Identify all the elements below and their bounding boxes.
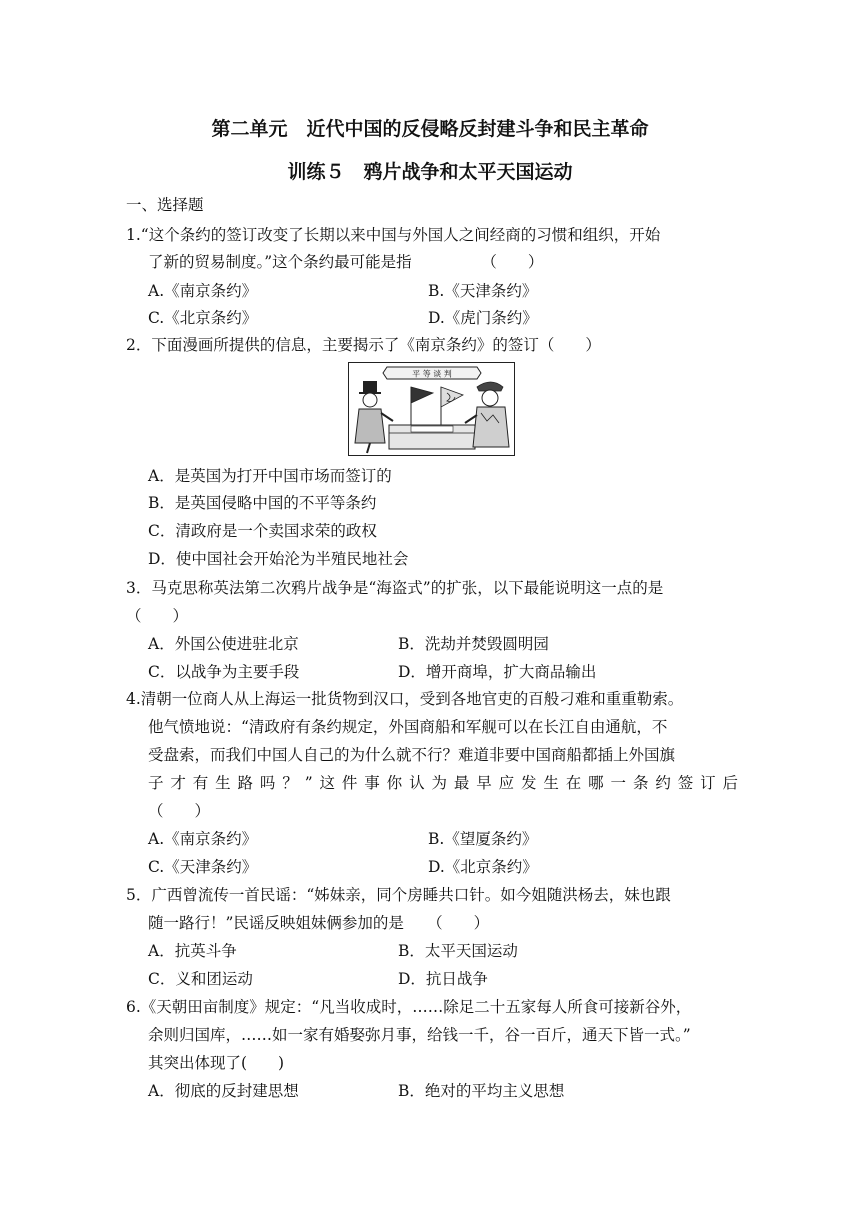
q6-stem-line1: 6.《天朝田亩制度》规定：“凡当收成时，……除足二十五家每人所食可接新谷外， [126, 998, 692, 1016]
q3-stem-line1: 3．马克思称英法第二次鸦片战争是“海盗式”的扩张，以下最能说明这一点的是 [126, 579, 664, 597]
q6-option-a: A．彻底的反封建思想 [148, 1082, 299, 1100]
q3-option-d: D．增开商埠，扩大商品输出 [398, 663, 597, 681]
q2-option-c: C．清政府是一个卖国求荣的政权 [148, 522, 377, 540]
q3-option-c: C．以战争为主要手段 [148, 663, 300, 681]
q5-option-d: D．抗日战争 [398, 970, 488, 988]
q4-stem-line1: 4.清朝一位商人从上海运一批货物到汉口，受到各地官吏的百般刁难和重重勒索。 [126, 690, 684, 708]
q6-stem-line2: 余则归国库，……如一家有婚娶弥月事，给钱一千，谷一百斤，通天下皆一式。” [148, 1026, 691, 1044]
q1-stem-line2: 了新的贸易制度。”这个条约最可能是指 （ ） [148, 253, 544, 271]
q6-option-b: B．绝对的平均主义思想 [398, 1082, 565, 1100]
unit-title: 第二单元 近代中国的反侵略反封建斗争和民主革命 [211, 118, 649, 140]
q2-option-a: A．是英国为打开中国市场而签订的 [148, 467, 392, 485]
q5-stem-line2: 随一路行！”民谣反映姐妹俩参加的是 （ ） [148, 914, 490, 932]
q4-stem-line4: 子才有生路吗？”这件事你认为最早应发生在哪一条约签订后 [148, 774, 738, 792]
q4-stem-line3: 受盘索，而我们中国人自己的为什么就不行？难道非要中国商船都插上外国旗 [148, 746, 676, 764]
q2-option-d: D．使中国社会开始沦为半殖民地社会 [148, 550, 409, 568]
q4-option-a: A.《南京条约》 [148, 830, 258, 848]
q4-stem-line2: 他气愤地说：“清政府有条约规定，外国商船和军舰可以在长江自由通航，不 [148, 718, 668, 736]
q1-stem-line1: 1.“这个条约的签订改变了长期以来中国与外国人之间经商的习惯和组织，开始 [126, 226, 661, 244]
q4-stem-line5: （ ） [148, 802, 211, 820]
negotiation-cartoon [348, 362, 515, 456]
q1-option-c: C.《北京条约》 [148, 309, 258, 327]
q5-option-c: C．义和团运动 [148, 970, 253, 988]
q1-option-a: A.《南京条约》 [148, 282, 258, 300]
q4-option-b: B.《望厦条约》 [428, 830, 538, 848]
q4-option-c: C.《天津条约》 [148, 858, 258, 876]
lesson-title: 训练５ 鸦片战争和太平天国运动 [287, 161, 573, 183]
q5-option-b: B．太平天国运动 [398, 942, 518, 960]
q3-stem-line2: （ ） [126, 607, 189, 625]
q2-option-b: B．是英国侵略中国的不平等条约 [148, 494, 377, 512]
q5-stem-line1: 5．广西曾流传一首民谣：“姊妹亲，同个房睡共口针。如今姐随洪杨去，妹也跟 [126, 886, 671, 904]
q4-option-d: D.《北京条约》 [428, 858, 538, 876]
q6-stem-line3: 其突出体现了( ) [148, 1054, 285, 1072]
q1-option-b: B.《天津条约》 [428, 282, 538, 300]
cartoon-banner: 平 等 谈 判 [412, 369, 452, 379]
q5-option-a: A．抗英斗争 [148, 942, 237, 960]
q1-option-d: D.《虎门条约》 [428, 309, 538, 327]
q2-stem: 2．下面漫画所提供的信息，主要揭示了《南京条约》的签订（ ） [126, 336, 601, 354]
section-heading: 一、选择题 [126, 196, 204, 214]
q3-option-a: A．外国公使进驻北京 [148, 635, 299, 653]
q3-option-b: B．洗劫并焚毁圆明园 [398, 635, 549, 653]
